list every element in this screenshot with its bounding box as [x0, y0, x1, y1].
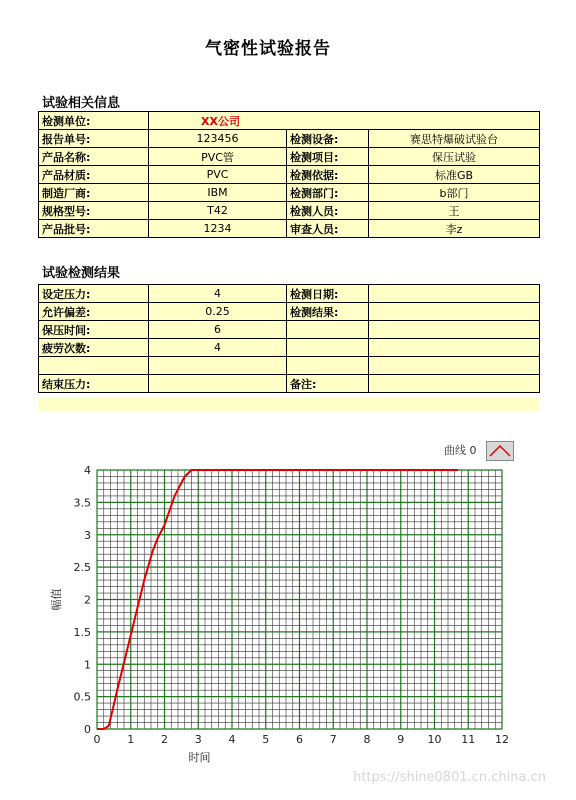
field-label: 检测人员:	[287, 202, 369, 220]
table-row	[39, 357, 540, 375]
field-value: PVC管	[149, 148, 287, 166]
field-value: 6	[149, 321, 287, 339]
x-tick-label: 9	[397, 733, 405, 746]
field-value: IBM	[149, 184, 287, 202]
table-row	[39, 184, 540, 202]
field-value: 标准GB	[369, 166, 540, 184]
field-label: 产品材质:	[39, 166, 149, 184]
watermark: https://shine0801.cn.china.cn	[353, 770, 546, 785]
x-tick-label: 0	[93, 733, 101, 746]
table-footer-band	[38, 397, 539, 411]
table-row	[39, 202, 540, 220]
x-tick-label: 6	[296, 733, 303, 746]
result-section-heading: 试验检测结果	[42, 266, 121, 281]
table-row	[39, 375, 540, 393]
y-tick-label: 3	[84, 528, 91, 542]
field-label: 疲劳次数:	[39, 339, 149, 357]
field-value: 李z	[369, 220, 540, 238]
unit-value: XX公司	[201, 114, 240, 128]
field-value: PVC	[149, 166, 287, 184]
field-label	[287, 339, 369, 357]
field-label: 检测项目:	[287, 148, 369, 166]
field-value	[369, 285, 540, 303]
x-tick-label: 10	[427, 733, 442, 746]
field-label: 产品名称:	[39, 148, 149, 166]
table-row	[39, 285, 540, 303]
field-label: 检测结果:	[287, 303, 369, 321]
x-tick-label: 5	[262, 733, 270, 746]
field-value: T42	[149, 202, 287, 220]
field-label	[287, 357, 369, 375]
field-value: 4	[149, 339, 287, 357]
field-value	[369, 303, 540, 321]
y-tick-label: 4	[84, 464, 91, 477]
field-label: 备注:	[287, 375, 369, 393]
x-tick-label: 2	[161, 733, 168, 746]
field-label: 产品批号:	[39, 220, 149, 238]
info-table	[38, 111, 540, 238]
y-axis-label: 幅值	[50, 588, 63, 611]
field-value: 4	[149, 285, 287, 303]
x-tick-label: 1	[127, 733, 135, 746]
field-value	[369, 357, 540, 375]
x-axis-label: 时间	[188, 751, 211, 764]
y-tick-label: 2.5	[73, 561, 91, 575]
table-row	[39, 130, 540, 148]
field-value: b部门	[369, 184, 540, 202]
field-value: 王	[369, 202, 540, 220]
field-value: 1234	[149, 220, 287, 238]
field-label	[287, 321, 369, 339]
field-label: 设定压力:	[39, 285, 149, 303]
field-label: 保压时间:	[39, 321, 149, 339]
field-value: 保压试验	[369, 148, 540, 166]
y-tick-label: 3.5	[73, 496, 91, 510]
field-label: 检测设备:	[287, 130, 369, 148]
legend-label: 曲线 0	[444, 444, 477, 457]
field-label: 允许偏差:	[39, 303, 149, 321]
field-label: 检测部门:	[287, 184, 369, 202]
x-tick-label: 7	[329, 733, 337, 746]
field-label	[39, 357, 149, 375]
y-tick-label: 1.5	[73, 625, 91, 639]
y-tick-label: 0.5	[73, 690, 91, 704]
field-value	[149, 375, 287, 393]
field-label: 检测依据:	[287, 166, 369, 184]
x-tick-label: 4	[228, 733, 236, 746]
field-value	[369, 321, 540, 339]
x-tick-label: 3	[194, 733, 202, 746]
y-tick-label: 2	[84, 593, 91, 607]
unit-label: 检测单位:	[39, 112, 149, 130]
x-tick-label: 8	[363, 733, 371, 746]
table-row	[39, 166, 540, 184]
field-label: 结束压力:	[39, 375, 149, 393]
field-value	[149, 357, 287, 375]
field-label: 报告单号:	[39, 130, 149, 148]
field-label: 制造厂商:	[39, 184, 149, 202]
x-tick-label: 11	[461, 733, 476, 746]
field-value: 赛思特爆破试验台	[369, 130, 540, 148]
table-row	[39, 321, 540, 339]
field-value: 0.25	[149, 303, 287, 321]
table-row	[39, 112, 540, 130]
line-chart	[0, 455, 576, 785]
report-title: 气密性试验报告	[205, 39, 331, 59]
table-row	[39, 303, 540, 321]
result-table	[38, 284, 540, 393]
field-value	[369, 339, 540, 357]
field-label: 规格型号:	[39, 202, 149, 220]
y-tick-label: 0	[84, 723, 91, 736]
table-row	[39, 339, 540, 357]
field-label: 检测日期:	[287, 285, 369, 303]
info-section-heading: 试验相关信息	[42, 96, 121, 111]
field-label: 审查人员:	[287, 220, 369, 238]
table-row	[39, 148, 540, 166]
field-value	[369, 375, 540, 393]
x-tick-label: 12	[495, 733, 509, 746]
field-value: 123456	[149, 130, 287, 148]
table-row	[39, 220, 540, 238]
y-tick-label: 1	[84, 658, 91, 672]
